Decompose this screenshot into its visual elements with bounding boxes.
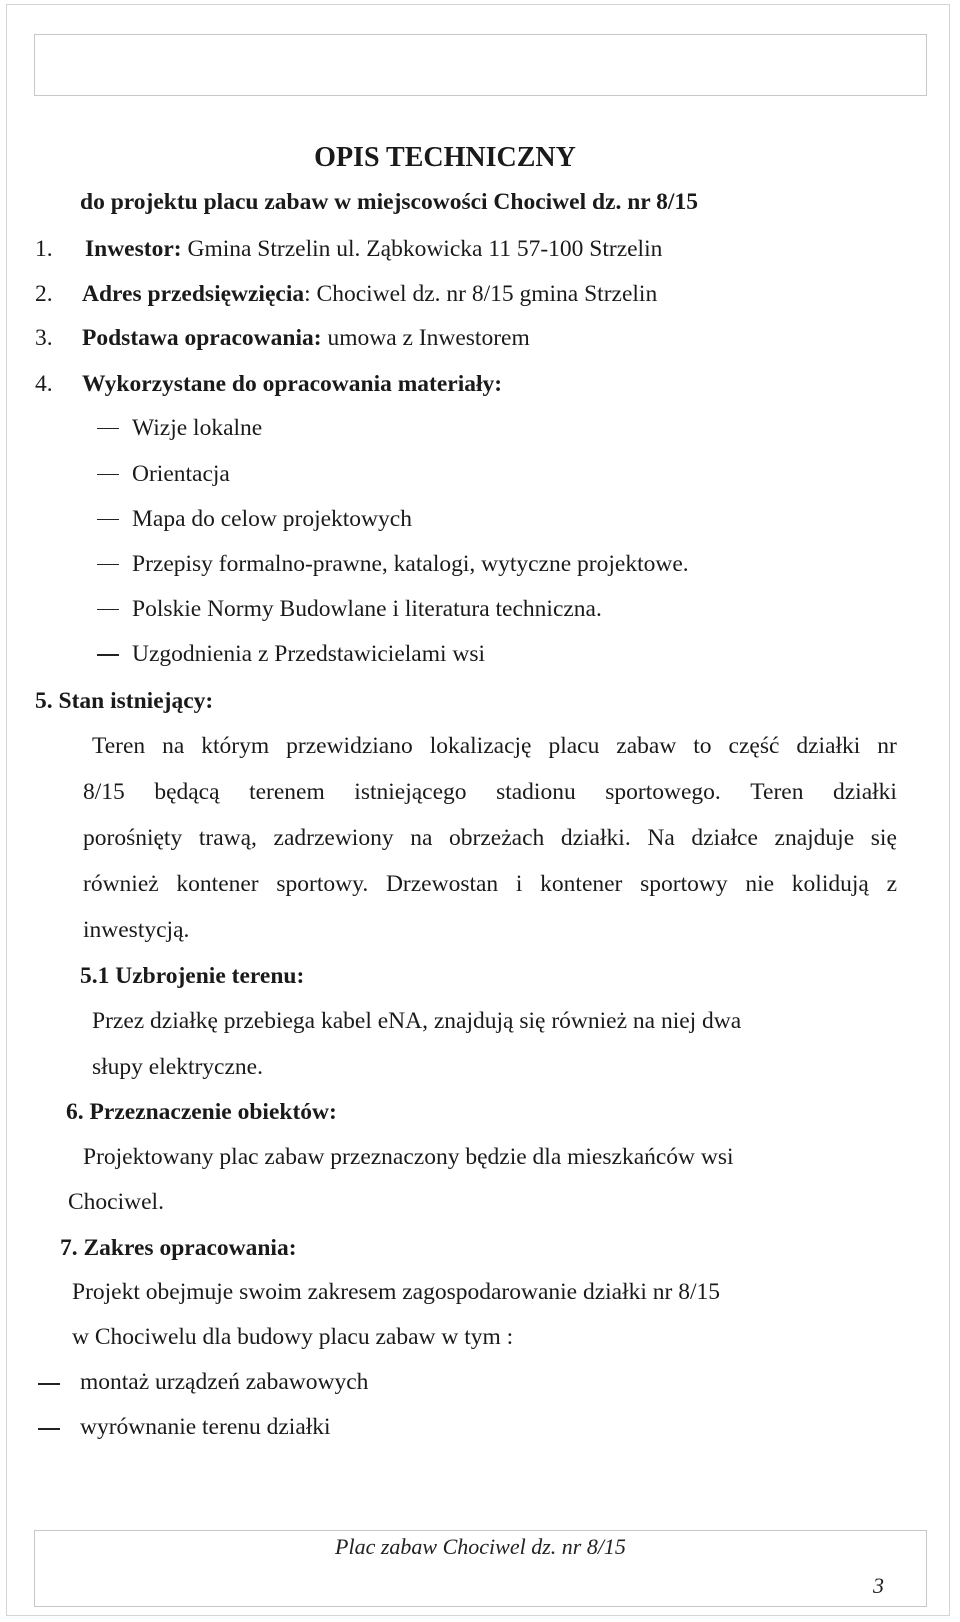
materials-item: Mapa do celow projektowych — [132, 506, 412, 532]
dash-bullet — [38, 1428, 60, 1430]
section-5-line-3 — [83, 824, 897, 852]
section-5-line-4 — [83, 870, 897, 898]
word: na — [410, 825, 433, 851]
word: to — [693, 733, 712, 759]
word: Teren — [92, 733, 146, 759]
word: zadrzewiony — [273, 825, 394, 851]
item-text: Gmina Strzelin ul. Ząbkowicka 11 57-100 Strzelin — [181, 236, 663, 262]
page-number: 3 — [873, 1573, 884, 1598]
document-title: OPIS TECHNICZNY — [314, 142, 576, 173]
word: Drzewostan — [385, 871, 499, 897]
section-6-line-1: Projektowany plac zabaw przeznaczony będzie dla mieszkańców wsi — [83, 1144, 734, 1170]
section-7-bullet: montaż urządzeń zabawowych — [80, 1369, 369, 1395]
materials-item: Polskie Normy Budowlane i literatura techniczna. — [132, 596, 602, 622]
word: obrzeżach — [449, 825, 545, 851]
word: i — [515, 871, 523, 897]
item-text: : Chociwel dz. nr 8/15 gmina Strzelin — [304, 281, 658, 307]
word: zabaw — [616, 733, 677, 759]
page-header-box — [34, 34, 927, 96]
materials-item: Wizje lokalne — [132, 415, 263, 441]
item-number: 4. — [35, 371, 53, 397]
section-6-heading: 6. Przeznaczenie obiektów: — [66, 1099, 337, 1125]
word: będącą — [154, 779, 220, 805]
item-label: Wykorzystane do opracowania materiały: — [82, 371, 503, 397]
word: placu — [548, 733, 600, 759]
section-5-last-line: inwestycją. — [83, 917, 190, 943]
word: sportowego. — [605, 779, 721, 805]
section-5-1-line-1: Przez działkę przebiega kabel eNA, znajdują się również na niej dwa — [92, 1008, 742, 1034]
word: się — [870, 825, 897, 851]
word: lokalizację — [429, 733, 532, 759]
word: terenem — [249, 779, 325, 805]
word: działki — [832, 779, 897, 805]
word: nr — [877, 733, 897, 759]
word: znajduje — [774, 825, 855, 851]
word: kontener — [540, 871, 623, 897]
section-5-heading: 5. Stan istniejący: — [35, 688, 214, 714]
section-5-1-line-2: słupy elektryczne. — [92, 1054, 263, 1080]
item-label: Inwestor: — [85, 236, 182, 262]
word: działce — [691, 825, 758, 851]
dash-bullet — [38, 1383, 60, 1385]
word: sportowy. — [276, 871, 369, 897]
word: Teren — [750, 779, 804, 805]
section-7-bullet: wyrównanie terenu działki — [80, 1414, 331, 1440]
word: kontener — [176, 871, 259, 897]
section-7-line-2: w Chociwelu dla budowy placu zabaw w tym : — [72, 1324, 514, 1350]
item-number: 2. — [35, 281, 53, 307]
document-subtitle: do projektu placu zabaw w miejscowości Chociwel dz. nr 8/15 — [80, 189, 698, 215]
item-text: umowa z Inwestorem — [321, 325, 530, 351]
dash-bullet — [97, 519, 119, 520]
materials-item: Orientacja — [132, 461, 230, 487]
word: którym — [201, 733, 270, 759]
section-7-line-1: Projekt obejmuje swoim zakresem zagospodarowanie działki nr 8/15 — [72, 1279, 721, 1305]
section-7-heading: 7. Zakres opracowania: — [60, 1235, 297, 1261]
dash-bullet — [97, 564, 119, 565]
section-5-line-1 — [92, 732, 897, 760]
item-number: 3. — [35, 325, 53, 351]
section-5-line-2 — [83, 778, 897, 806]
word: część — [728, 733, 780, 759]
word: również — [83, 871, 159, 897]
word: działki. — [560, 825, 631, 851]
word: istniejącego — [354, 779, 467, 805]
dash-bullet — [97, 474, 119, 475]
word: nie — [745, 871, 775, 897]
section-6-line-2: Chociwel. — [68, 1189, 164, 1215]
word: z — [886, 871, 897, 897]
word: działki — [796, 733, 861, 759]
page-footer — [34, 1530, 927, 1607]
word: stadionu — [496, 779, 576, 805]
word: trawą, — [198, 825, 257, 851]
word: kolidują — [791, 871, 869, 897]
word: 8/15 — [83, 779, 125, 805]
item-materials — [35, 370, 502, 398]
item-basis — [35, 324, 530, 352]
materials-item: Przepisy formalno-prawne, katalogi, wytyczne projektowe. — [132, 551, 689, 577]
word: na — [162, 733, 185, 759]
item-investor — [35, 235, 662, 263]
word: sportowy — [640, 871, 728, 897]
item-label: Adres przedsięwzięcia — [82, 281, 305, 307]
word: Na — [647, 825, 675, 851]
item-address — [35, 280, 657, 308]
item-label: Podstawa opracowania: — [82, 325, 322, 351]
dash-bullet — [97, 654, 119, 656]
item-number: 1. — [35, 236, 53, 262]
dash-bullet — [97, 428, 119, 429]
section-5-1-heading: 5.1 Uzbrojenie terenu: — [80, 963, 305, 989]
materials-item: Uzgodnienia z Przedstawicielami wsi — [132, 641, 486, 667]
word: przewidziano — [286, 733, 413, 759]
footer-text: Plac zabaw Chociwel dz. nr 8/15 — [335, 1534, 626, 1559]
dash-bullet — [97, 609, 119, 610]
word: porośnięty — [83, 825, 183, 851]
